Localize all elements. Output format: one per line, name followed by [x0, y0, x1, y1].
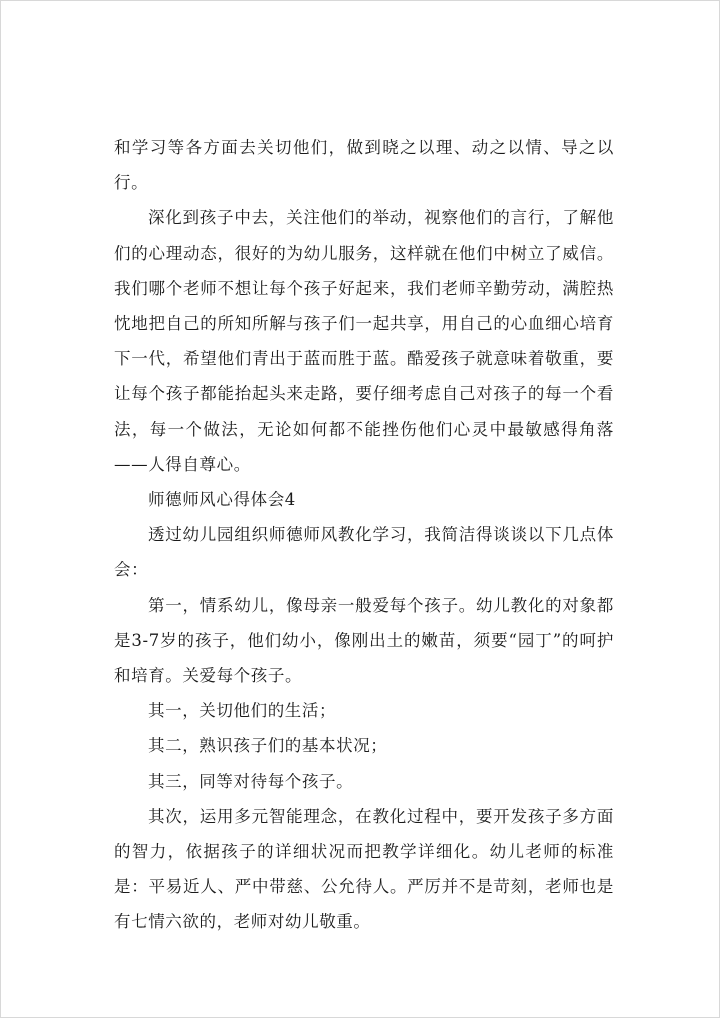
paragraph-4: 第一，情系幼儿，像母亲一般爱每个孩子。幼儿教化的对象都是3-7岁的孩子，他们幼小，像刚出土的嫩苗，须要“园丁”的呵护和培育。关爱每个孩子。 [114, 595, 614, 686]
list-item-3: 其三，同等对待每个孩子。 [148, 771, 354, 791]
list-item-1: 其一，关切他们的生活； [148, 701, 337, 721]
paragraph-3: 透过幼儿园组织师德师风教化学习，我简洁得谈谈以下几点体会： [114, 525, 614, 580]
paragraph-1: 和学习等各方面去关切他们，做到晓之以理、动之以情、导之以行。 [114, 138, 614, 193]
list-item-2: 其二，熟识孩子们的基本状况； [148, 736, 388, 756]
paragraph-5: 其次，运用多元智能理念，在教化过程中，要开发孩子多方面的智力，依据孩子的详细状况而把教学详细化。幼儿老师的标准是：平易近人、严中带慈、公允待人。严厉并不是苛刻，老师也是有七情六欲的，老师对幼儿敬重。 [114, 806, 614, 932]
document-body [114, 130, 614, 940]
section-heading: 师德师风心得体会4 [148, 490, 296, 510]
paragraph-2: 深化到孩子中去，关注他们的举动，视察他们的言行，了解他们的心理动态，很好的为幼儿服务，这样就在他们中树立了威信。我们哪个老师不想让每个孩子好起来，我们老师辛勤劳动，满腔热忱地把自己的所知所解与孩子们一起共享，用自己的心血细心培育下一代，希望他们青出于蓝而胜于蓝。酷爱孩子就意味着敬重，要让每个孩子都能抬起头来走路，要仔细考虑自己对孩子的每一个看法，每一个做法，无论如何都不能挫伤他们心灵中最敏感得角落——人得自尊心。 [114, 208, 614, 474]
